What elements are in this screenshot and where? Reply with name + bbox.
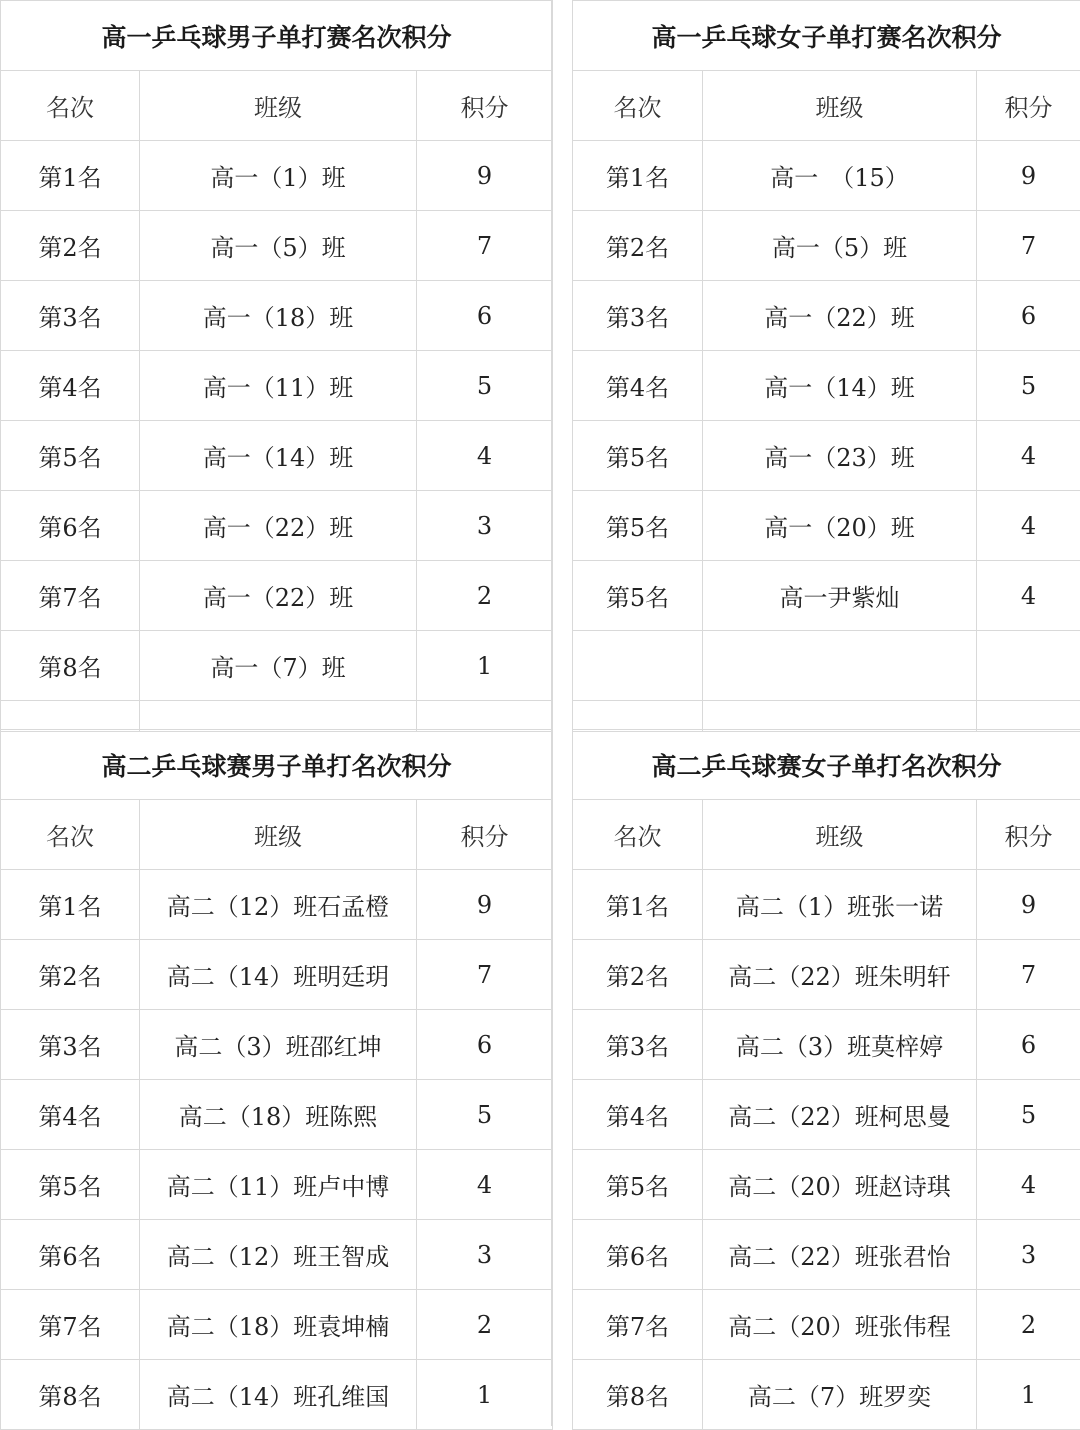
points-header: 积分 <box>977 71 1080 141</box>
rank-cell: 第1名 <box>1 141 140 211</box>
table-row <box>1 491 553 561</box>
table-row <box>573 491 1080 561</box>
rank-cell: 第3名 <box>573 281 703 351</box>
rank-cell <box>573 631 703 701</box>
rank-header: 名次 <box>573 800 703 870</box>
table-title-row <box>1 1 553 71</box>
points-cell: 7 <box>417 211 553 281</box>
rank-cell: 第2名 <box>573 211 703 281</box>
class-cell: 高二（14）班孔维国 <box>140 1360 417 1430</box>
table-header-row <box>573 71 1080 141</box>
table-row <box>1 281 553 351</box>
table-row <box>1 870 553 940</box>
table-row <box>573 141 1080 211</box>
points-cell: 2 <box>417 1290 553 1360</box>
table-row <box>573 1150 1080 1220</box>
rank-cell: 第7名 <box>1 561 140 631</box>
table-row <box>573 1290 1080 1360</box>
class-cell: 高一（20）班 <box>703 491 977 561</box>
class-header: 班级 <box>703 800 977 870</box>
class-cell <box>703 631 977 701</box>
rank-cell: 第1名 <box>573 870 703 940</box>
class-cell: 高二（7）班罗奕 <box>703 1360 977 1430</box>
rank-cell: 第5名 <box>573 561 703 631</box>
table-header-row <box>1 71 553 141</box>
class-cell: 高一（7）班 <box>140 631 417 701</box>
rank-cell: 第4名 <box>573 1080 703 1150</box>
table-row <box>1 940 553 1010</box>
class-header: 班级 <box>140 71 417 141</box>
rank-cell: 第2名 <box>1 940 140 1010</box>
table-title-row <box>573 1 1080 71</box>
class-header: 班级 <box>703 71 977 141</box>
table-g2-boys-singles <box>0 729 552 1430</box>
points-cell: 2 <box>977 1290 1080 1360</box>
points-cell: 5 <box>977 351 1080 421</box>
spacer-row <box>1 701 553 732</box>
rank-cell: 第3名 <box>1 281 140 351</box>
class-cell: 高一（23）班 <box>703 421 977 491</box>
class-cell: 高二（1）班张一诺 <box>703 870 977 940</box>
class-cell: 高一（14）班 <box>140 421 417 491</box>
rank-cell: 第6名 <box>1 1220 140 1290</box>
class-cell: 高一（5）班 <box>703 211 977 281</box>
rank-cell: 第4名 <box>1 1080 140 1150</box>
table-g1-girls-singles <box>572 0 1080 732</box>
points-cell: 3 <box>977 1220 1080 1290</box>
table-row <box>1 1290 553 1360</box>
empty-cell <box>140 701 417 732</box>
points-cell: 3 <box>417 1220 553 1290</box>
table-row <box>573 870 1080 940</box>
points-cell: 7 <box>417 940 553 1010</box>
table-row <box>1 631 553 701</box>
rank-cell: 第1名 <box>573 141 703 211</box>
class-cell: 高一 （15） <box>703 141 977 211</box>
class-cell: 高二（18）班陈熙 <box>140 1080 417 1150</box>
table-title-row <box>1 730 553 800</box>
table-row <box>573 561 1080 631</box>
rank-cell: 第8名 <box>1 631 140 701</box>
empty-cell <box>573 701 703 732</box>
rank-header: 名次 <box>1 800 140 870</box>
rank-cell: 第8名 <box>573 1360 703 1430</box>
table-row <box>1 561 553 631</box>
class-cell: 高二（12）班石孟橙 <box>140 870 417 940</box>
table-title-row <box>573 730 1080 800</box>
class-cell: 高一尹紫灿 <box>703 561 977 631</box>
points-cell: 3 <box>417 491 553 561</box>
points-cell: 4 <box>977 491 1080 561</box>
table-row <box>573 351 1080 421</box>
table-title: 高二乒乓球赛女子单打名次积分 <box>573 730 1080 800</box>
empty-cell <box>1 701 140 732</box>
table-row <box>573 211 1080 281</box>
points-cell: 6 <box>417 1010 553 1080</box>
points-cell: 4 <box>417 1150 553 1220</box>
rank-cell: 第5名 <box>573 421 703 491</box>
table-row <box>1 1080 553 1150</box>
class-cell: 高二（3）班邵红坤 <box>140 1010 417 1080</box>
empty-cell <box>417 701 553 732</box>
table-row <box>1 1010 553 1080</box>
points-cell: 4 <box>417 421 553 491</box>
points-cell <box>977 631 1080 701</box>
table-row <box>573 1220 1080 1290</box>
rank-cell: 第5名 <box>1 421 140 491</box>
class-cell: 高二（14）班明廷玥 <box>140 940 417 1010</box>
points-header: 积分 <box>417 800 553 870</box>
rank-cell: 第5名 <box>573 1150 703 1220</box>
points-cell: 5 <box>417 1080 553 1150</box>
rank-cell: 第6名 <box>1 491 140 561</box>
ranking-table <box>0 729 553 1430</box>
points-cell: 5 <box>417 351 553 421</box>
table-row <box>1 1150 553 1220</box>
table-row <box>1 421 553 491</box>
points-cell: 9 <box>977 870 1080 940</box>
table-g1-boys-singles <box>0 0 552 732</box>
points-cell: 6 <box>977 1010 1080 1080</box>
rank-header: 名次 <box>1 71 140 141</box>
table-row <box>573 940 1080 1010</box>
class-cell: 高一（14）班 <box>703 351 977 421</box>
rank-cell: 第4名 <box>1 351 140 421</box>
points-cell: 4 <box>977 561 1080 631</box>
table-row <box>573 631 1080 701</box>
points-cell: 2 <box>417 561 553 631</box>
points-cell: 1 <box>417 1360 553 1430</box>
table-header-row <box>1 800 553 870</box>
table-row <box>573 1010 1080 1080</box>
empty-cell <box>977 701 1080 732</box>
points-cell: 5 <box>977 1080 1080 1150</box>
class-cell: 高一（22）班 <box>703 281 977 351</box>
class-cell: 高一（22）班 <box>140 561 417 631</box>
points-header: 积分 <box>417 71 553 141</box>
points-cell: 9 <box>417 870 553 940</box>
class-cell: 高二（20）班赵诗琪 <box>703 1150 977 1220</box>
points-cell: 7 <box>977 211 1080 281</box>
class-cell: 高一（18）班 <box>140 281 417 351</box>
points-cell: 1 <box>977 1360 1080 1430</box>
table-row <box>1 211 553 281</box>
class-header: 班级 <box>140 800 417 870</box>
points-header: 积分 <box>977 800 1080 870</box>
class-cell: 高一（22）班 <box>140 491 417 561</box>
points-cell: 1 <box>417 631 553 701</box>
table-title: 高二乒乓球赛男子单打名次积分 <box>1 730 553 800</box>
points-cell: 6 <box>977 281 1080 351</box>
table-row <box>1 351 553 421</box>
rank-cell: 第3名 <box>1 1010 140 1080</box>
table-row <box>573 421 1080 491</box>
table-row <box>573 281 1080 351</box>
points-cell: 7 <box>977 940 1080 1010</box>
table-title: 高一乒乓球男子单打赛名次积分 <box>1 1 553 71</box>
rank-cell: 第8名 <box>1 1360 140 1430</box>
rank-cell: 第1名 <box>1 870 140 940</box>
ranking-table <box>572 0 1080 732</box>
points-cell: 4 <box>977 1150 1080 1220</box>
table-header-row <box>573 800 1080 870</box>
ranking-table <box>572 729 1080 1430</box>
points-cell: 9 <box>417 141 553 211</box>
points-cell: 6 <box>417 281 553 351</box>
table-row <box>573 1080 1080 1150</box>
rank-header: 名次 <box>573 71 703 141</box>
class-cell: 高二（11）班卢中博 <box>140 1150 417 1220</box>
rank-cell: 第5名 <box>1 1150 140 1220</box>
spacer-row <box>573 701 1080 732</box>
rank-cell: 第7名 <box>1 1290 140 1360</box>
ranking-table <box>0 0 553 732</box>
rank-cell: 第5名 <box>573 491 703 561</box>
rank-cell: 第2名 <box>573 940 703 1010</box>
class-cell: 高二（22）班朱明轩 <box>703 940 977 1010</box>
table-row <box>1 1360 553 1430</box>
table-row <box>1 141 553 211</box>
class-cell: 高二（3）班莫梓婷 <box>703 1010 977 1080</box>
class-cell: 高二（20）班张伟程 <box>703 1290 977 1360</box>
class-cell: 高二（22）班柯思曼 <box>703 1080 977 1150</box>
class-cell: 高二（18）班袁坤楠 <box>140 1290 417 1360</box>
rank-cell: 第4名 <box>573 351 703 421</box>
points-cell: 4 <box>977 421 1080 491</box>
table-row <box>573 1360 1080 1430</box>
column-divider <box>551 0 573 1426</box>
class-cell: 高二（22）班张君怡 <box>703 1220 977 1290</box>
class-cell: 高一（1）班 <box>140 141 417 211</box>
empty-cell <box>703 701 977 732</box>
class-cell: 高一（11）班 <box>140 351 417 421</box>
rank-cell: 第2名 <box>1 211 140 281</box>
table-row <box>1 1220 553 1290</box>
rank-cell: 第6名 <box>573 1220 703 1290</box>
class-cell: 高一（5）班 <box>140 211 417 281</box>
rank-cell: 第7名 <box>573 1290 703 1360</box>
class-cell: 高二（12）班王智成 <box>140 1220 417 1290</box>
rank-cell: 第3名 <box>573 1010 703 1080</box>
table-title: 高一乒乓球女子单打赛名次积分 <box>573 1 1080 71</box>
points-cell: 9 <box>977 141 1080 211</box>
table-g2-girls-singles <box>572 729 1080 1430</box>
